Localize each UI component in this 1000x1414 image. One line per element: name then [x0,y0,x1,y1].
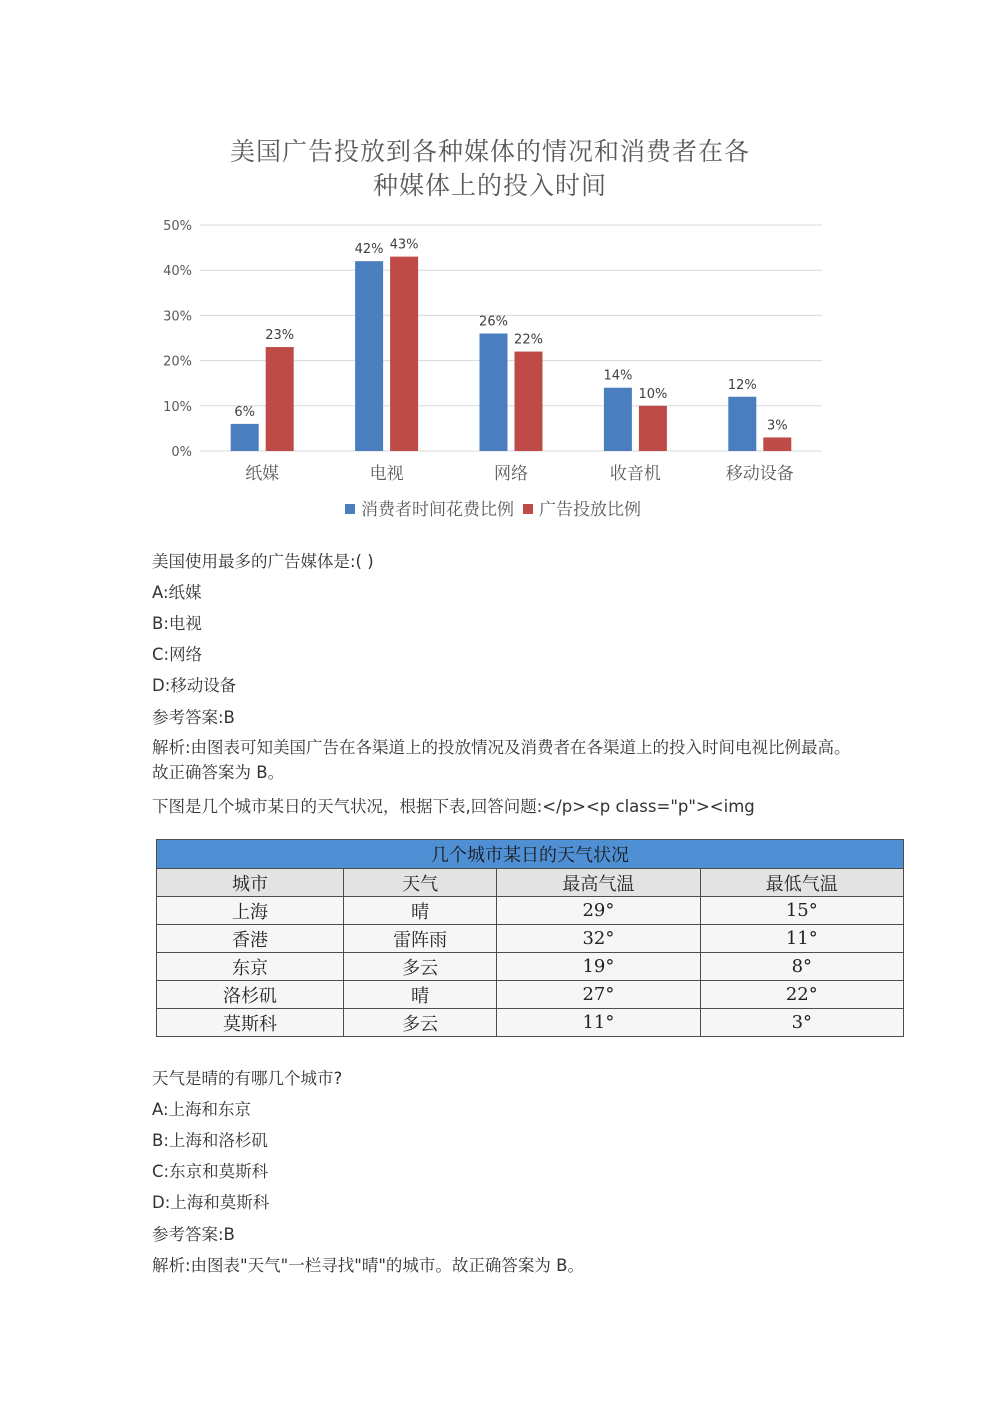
data-label: 26% [479,314,508,330]
category-label: 移动设备 [725,464,794,484]
table-cell: 15° [700,897,903,925]
table-cell: 19° [497,953,700,981]
data-label: 12% [727,377,757,393]
chart-title-line-1: 美国广告投放到各种媒体的情况和消费者在各 [229,137,750,166]
table-header-weather: 天气 [344,869,497,897]
q1-analysis: 解析:由图表可知美国广告在各渠道上的投放情况及消费者在各渠道上的投入时间电视比例最高。故正确答案为 B。 [152,738,851,782]
table-cell: 多云 [344,953,497,981]
q2-option-c: C:东京和莫斯科 [152,1162,269,1181]
q1-option-a: A:纸媒 [152,583,202,602]
y-tick-label: 30% [163,309,192,325]
chart-bar [728,397,756,451]
data-label: 10% [638,386,668,402]
data-label: 3% [766,418,788,434]
chart-bar [480,333,508,451]
table-cell: 晴 [344,981,497,1009]
table-row [157,953,904,981]
table-cell: 11° [497,1009,700,1037]
table-cell: 雷阵雨 [344,925,497,953]
category-label: 收音机 [609,464,661,484]
table-cell: 东京 [157,953,344,981]
chart-bar [355,261,383,451]
legend-label: 广告投放比例 [539,500,641,520]
q1-question: 美国使用最多的广告媒体是:( ) [152,552,374,571]
category-label: 网络 [494,464,528,484]
table-row [157,981,904,1009]
q2-analysis: 解析:由图表"天气"一栏寻找"晴"的城市。故正确答案为 B。 [152,1256,584,1275]
data-label: 42% [354,242,384,258]
chart-bar [763,437,791,451]
table-cell: 莫斯科 [157,1009,344,1037]
chart-bar [231,424,259,451]
q2-answer: 参考答案:B [152,1225,235,1244]
q1-option-c: C:网络 [152,645,203,664]
table-cell: 27° [497,981,700,1009]
chart-bar [639,406,667,451]
data-label: 43% [389,237,419,253]
q2-option-d: D:上海和莫斯科 [152,1193,270,1212]
y-tick-label: 0% [171,445,192,460]
table-caption: 几个城市某日的天气状况 [157,840,904,869]
table-row [157,925,904,953]
table-cell: 29° [497,897,700,925]
table-cell: 多云 [344,1009,497,1037]
table-cell: 8° [700,953,903,981]
table-cell: 晴 [344,897,497,925]
table-cell: 洛杉矶 [157,981,344,1009]
legend-swatch [345,504,355,514]
table-cell: 3° [700,1009,903,1037]
category-label: 纸媒 [245,464,280,484]
table-cell: 22° [700,981,903,1009]
y-tick-label: 40% [163,264,192,280]
category-label: 电视 [369,464,404,484]
chart-title-line-2: 种媒体上的投入时间 [372,171,607,200]
table-cell: 32° [497,925,700,953]
chart-bar [515,352,543,451]
y-tick-label: 20% [163,354,192,370]
q1-answer: 参考答案:B [152,708,235,727]
y-tick-label: 10% [163,399,192,415]
data-label: 6% [234,404,256,420]
q2-intro: 下图是几个城市某日的天气状况，根据下表,回答问题:</p><p class="p"><img [152,797,755,816]
q1-option-d: D:移动设备 [152,676,237,695]
chart-bar [390,257,418,451]
q2-option-a: A:上海和东京 [152,1100,252,1119]
legend-label: 消费者时间花费比例 [361,500,514,520]
data-label: 23% [265,328,295,344]
table-row [157,1009,904,1037]
table-row [157,897,904,925]
media-chart [150,120,830,540]
chart-bar [266,347,294,451]
table-header-high: 最高气温 [497,869,700,897]
table-cell: 11° [700,925,903,953]
weather-table [156,839,904,1037]
data-label: 14% [603,368,633,384]
q2-option-b: B:上海和洛杉矶 [152,1131,268,1150]
q1-option-b: B:电视 [152,614,202,633]
chart-bar [604,388,632,451]
table-header-city: 城市 [157,869,344,897]
table-cell: 上海 [157,897,344,925]
y-tick-label: 50% [163,219,192,234]
table-cell: 香港 [157,925,344,953]
legend-swatch [523,504,533,514]
chart-svg [150,120,830,540]
table-header-low: 最低气温 [700,869,903,897]
q2-question: 天气是晴的有哪几个城市? [152,1069,343,1088]
data-label: 22% [514,332,543,348]
